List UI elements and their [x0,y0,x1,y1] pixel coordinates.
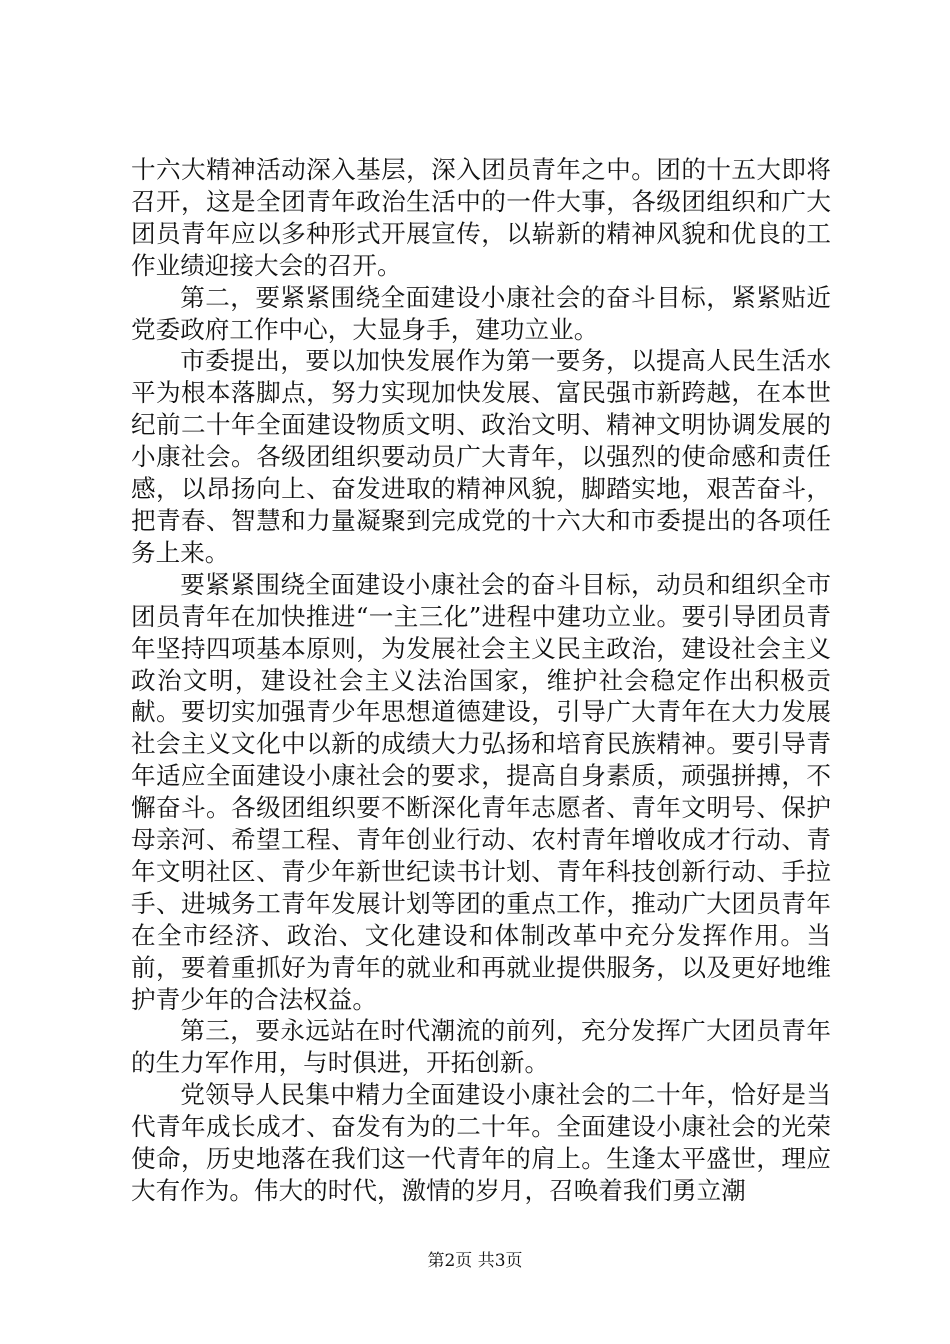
paragraph-party-leadership: 党领导人民集中精力全面建设小康社会的二十年，恰好是当代青年成长成才、奋发有为的二十年。全面建设小康社会的光荣使命，历史地落在我们这一代青年的肩上。生逢太平盛世，理应大有作为。伟大的时代，激情的岁月，召唤着我们勇立潮 [131,1080,831,1205]
paragraph-build-society: 要紧紧围绕全面建设小康社会的奋斗目标，动员和组织全市团员青年在加快推进“一主三化”进程中建功立业。要引导团员青年坚持四项基本原则，为发展社会主义民主政治，建设社会主义政治文明，建设社会主义法治国家，维护社会稳定作出积极贡献。要切实加强青少年思想道德建设，引导广大青年在大力发展社会主义文化中以新的成绩大力弘扬和培育民族精神。要引导青年适应全面建设小康社会的要求，提高自身素质，顽强拼搏，不懈奋斗。各级团组织要不断深化青年志愿者、青年文明号、保护母亲河、希望工程、青年创业行动、农村青年增收成才行动、青年文明社区、青少年新世纪读书计划、青年科技创新行动、手拉手、进城务工青年发展计划等团的重点工作，推动广大团员青年在全市经济、政治、文化建设和体制改革中充分发挥作用。当前，要着重抓好为青年的就业和再就业提供服务，以及更好地维护青少年的合法权益。 [131,569,831,1014]
page-number-footer: 第2页 共3页 [427,1251,523,1271]
paragraph-third-point: 第三，要永远站在时代潮流的前列，充分发挥广大团员青年的生力军作用，与时俱进，开拓创新。 [131,1016,831,1078]
paragraph-city-committee: 市委提出，要以加快发展作为第一要务，以提高人民生活水平为根本落脚点，努力实现加快发展、富民强市新跨越，在本世纪前二十年全面建设物质文明、政治文明、精神文明协调发展的小康社会。各级团组织要动员广大青年，以强烈的使命感和责任感，以昂扬向上、奋发进取的精神风貌，脚踏实地，艰苦奋斗，把青春、智慧和力量凝聚到完成党的十六大和市委提出的各项任务上来。 [131,346,831,567]
document-body [131,154,831,1207]
paragraph-continuation: 十六大精神活动深入基层，深入团员青年之中。团的十五大即将召开，这是全团青年政治生活中的一件大事，各级团组织和广大团员青年应以多种形式开展宣传，以崭新的精神风貌和优良的工作业绩迎接大会的召开。 [131,155,831,280]
paragraph-second-point: 第二，要紧紧围绕全面建设小康社会的奋斗目标，紧紧贴近党委政府工作中心，大显身手，建功立业。 [131,282,831,344]
